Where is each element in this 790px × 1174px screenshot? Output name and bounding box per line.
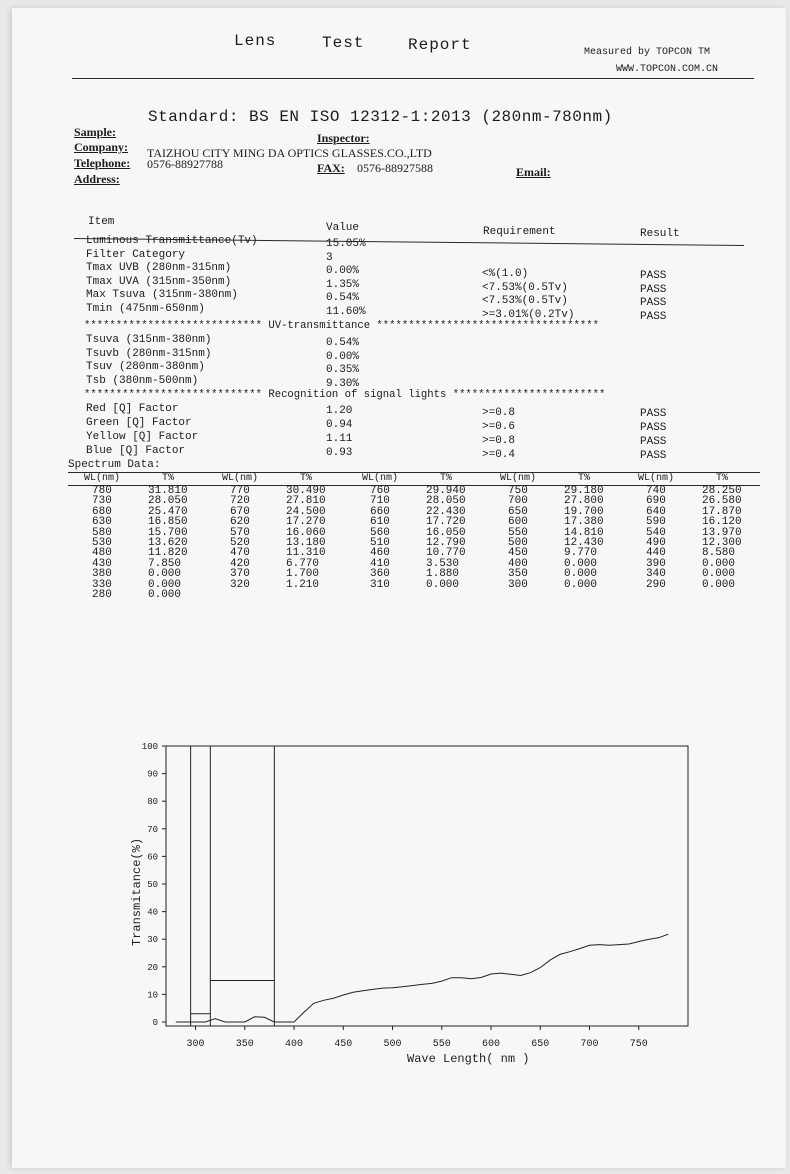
spectrum-wl: 460: [370, 547, 390, 560]
y-tick-label: 30: [147, 935, 158, 946]
spectrum-wl: 470: [230, 547, 250, 560]
spectrum-wl: 380: [92, 568, 112, 581]
spectrum-wl: 300: [508, 578, 528, 591]
spectrum-t: 17.870: [702, 505, 742, 518]
result-item: Filter Category: [86, 248, 186, 261]
signal-requirement: >=0.8: [482, 407, 516, 419]
spectrum-t: 16.050: [426, 526, 466, 539]
spectrum-wl: 550: [508, 526, 528, 539]
spectrum-wl-header: WL(nm): [362, 473, 399, 484]
x-tick-label: 600: [482, 1039, 501, 1050]
result-requirement: <7.53%(0.5Tv): [482, 281, 568, 294]
result-value: 1.35%: [326, 278, 360, 291]
spectrum-wl: 600: [508, 516, 528, 529]
spectrum-wl: 400: [508, 557, 528, 570]
spectrum-wl: 510: [370, 537, 390, 549]
result-item: Tmax UVB (280nm-315nm): [86, 262, 232, 275]
spectrum-wl-header: WL(nm): [222, 473, 259, 484]
uv-value: 0.35%: [326, 364, 360, 377]
spectrum-wl: 610: [370, 516, 390, 529]
spectrum-wl-header: WL(nm): [638, 473, 675, 484]
spectrum-t: 13.180: [286, 537, 326, 549]
spectrum-t: 0.000: [702, 578, 736, 591]
spectrum-t: 27.800: [564, 495, 604, 508]
spectrum-t: 0.000: [564, 578, 598, 591]
chart-y-axis-label: Transmitance(%): [130, 837, 144, 946]
col-item-header: Item: [88, 216, 115, 228]
spectrum-wl: 590: [646, 516, 666, 529]
spectrum-wl: 290: [646, 578, 666, 591]
spectrum-wl: 360: [370, 568, 390, 581]
spectrum-t: 14.810: [564, 526, 604, 539]
telephone-label: Telephone:: [74, 156, 131, 170]
spectrum-t: 0.000: [564, 568, 598, 581]
col-requirement-header: Requirement: [483, 226, 556, 238]
spectrum-wl: 780: [92, 485, 112, 497]
spectrum-t: 8.580: [702, 547, 736, 560]
result-item: Tmin (475nm-650nm): [86, 303, 205, 315]
spectrum-label: Spectrum Data:: [68, 459, 161, 471]
spectrum-wl: 340: [646, 568, 666, 581]
spectrum-t: 0.000: [148, 589, 182, 601]
spectrum-t: 13.620: [148, 537, 188, 549]
y-tick-label: 0: [152, 1018, 158, 1028]
result-requirement: >=3.01%(0.2Tv): [482, 309, 575, 321]
measured-by: Measured by TOPCON TM: [584, 47, 711, 58]
spectrum-wl: 390: [646, 557, 666, 570]
fax-value: 0576-88927588: [357, 161, 433, 175]
result-status: PASS: [640, 270, 667, 283]
spectrum-wl: 420: [230, 557, 250, 570]
signal-value: 1.20: [326, 405, 353, 417]
spectrum-wl: 710: [370, 495, 390, 508]
signal-requirement: >=0.4: [482, 449, 516, 461]
x-tick-label: 500: [383, 1039, 402, 1050]
x-tick-label: 400: [285, 1039, 304, 1050]
signal-value: 1.11: [326, 433, 353, 445]
result-value: 15.05%: [326, 238, 366, 250]
email-label: Email:: [516, 165, 551, 179]
y-tick-label: 50: [147, 880, 158, 890]
spectrum-wl: 660: [370, 505, 390, 518]
signal-value: 0.94: [326, 419, 353, 431]
uv-item: Tsuvb (280nm-315nm): [86, 347, 212, 360]
spectrum-t: 16.060: [286, 526, 326, 539]
signal-status: PASS: [640, 450, 667, 462]
spectrum-wl: 500: [508, 537, 528, 549]
signal-requirement: >=0.8: [482, 435, 516, 447]
spectrum-t: 28.050: [148, 495, 188, 508]
result-requirement: <7.53%(0.5Tv): [482, 295, 568, 308]
spectrum-wl: 620: [230, 516, 250, 529]
spectrum-wl: 570: [230, 526, 250, 539]
inspector-label: Inspector:: [317, 131, 370, 145]
spectrum-t: 12.430: [564, 537, 604, 549]
address-label: Address:: [74, 172, 120, 186]
spectrum-t: 11.820: [148, 547, 188, 560]
signal-value: 0.93: [326, 447, 353, 459]
spectrum-t: 16.850: [148, 516, 188, 529]
spectrum-wl: 450: [508, 547, 528, 560]
spectrum-t-header: T%: [162, 473, 175, 484]
spectrum-t-header: T%: [440, 473, 453, 484]
uv-value: 0.54%: [326, 337, 360, 349]
spectrum-t-header: T%: [300, 473, 313, 484]
spectrum-wl: 530: [92, 537, 112, 549]
spectrum-wl: 540: [646, 526, 666, 539]
spectrum-wl: 630: [92, 516, 112, 529]
y-tick-label: 100: [141, 742, 158, 752]
spectrum-t: 12.300: [702, 537, 742, 549]
spectrum-wl: 770: [230, 485, 250, 497]
chart-x-axis-label: Wave Length( nm ): [407, 1052, 530, 1066]
standard-heading: Standard: BS EN ISO 12312-1:2013 (280nm-780nm): [148, 108, 613, 126]
spectrum-wl: 350: [508, 568, 528, 581]
result-status: PASS: [640, 311, 667, 323]
telephone-value: 0576-88927788: [147, 157, 223, 171]
result-status: PASS: [640, 283, 667, 296]
col-value-header: Value: [326, 222, 360, 234]
spectrum-t: 28.250: [702, 485, 742, 497]
signal-item: Blue [Q] Factor: [86, 445, 186, 457]
spectrum-t: 12.790: [426, 537, 466, 549]
spectrum-wl: 740: [646, 485, 666, 497]
result-value: 3: [326, 251, 333, 264]
spectrum-t: 7.850: [148, 557, 182, 570]
spectrum-t: 0.000: [426, 578, 460, 591]
result-status: PASS: [640, 297, 667, 310]
y-tick-label: 70: [147, 824, 158, 835]
spectrum-wl: 490: [646, 537, 666, 549]
spectrum-t: 9.770: [564, 547, 598, 560]
spectrum-t: 13.970: [702, 526, 742, 539]
spectrum-t: 31.810: [148, 485, 188, 497]
signal-requirement: >=0.6: [482, 421, 516, 433]
spectrum-wl: 750: [508, 485, 528, 497]
transmittance-chart: [12, 726, 786, 1066]
x-tick-label: 450: [334, 1039, 353, 1050]
spectrum-wl: 690: [646, 495, 666, 508]
spectrum-t: 27.810: [286, 495, 326, 508]
spectrum-t: 1.700: [286, 568, 320, 581]
uv-item: Tsuva (315nm-380nm): [86, 334, 212, 346]
y-tick-label: 60: [147, 852, 158, 863]
sample-label: Sample:: [74, 125, 116, 139]
spectrum-t-header: T%: [578, 473, 591, 484]
spectrum-t: 24.500: [286, 505, 326, 518]
result-item: Max Tsuva (315nm-380nm): [86, 289, 238, 302]
spectrum-wl: 580: [92, 526, 112, 539]
signal-status: PASS: [640, 422, 667, 434]
y-tick-label: 80: [147, 797, 158, 808]
spectrum-t: 17.270: [286, 516, 326, 529]
spectrum-wl-header: WL(nm): [500, 473, 537, 484]
spectrum-t: 0.000: [564, 557, 598, 570]
spectrum-t: 22.430: [426, 505, 466, 518]
spectrum-t: 28.050: [426, 495, 466, 508]
y-tick-label: 20: [147, 962, 158, 973]
spectrum-wl: 670: [230, 505, 250, 518]
spectrum-wl: 700: [508, 495, 528, 508]
spectrum-wl: 480: [92, 547, 112, 560]
spectrum-wl: 440: [646, 547, 666, 560]
result-value: 0.54%: [326, 292, 360, 305]
result-value: 0.00%: [326, 265, 360, 278]
result-requirement: <%(1.0): [482, 268, 529, 281]
signal-status: PASS: [640, 408, 667, 420]
spectrum-t: 19.700: [564, 505, 604, 518]
spectrum-t: 10.770: [426, 547, 466, 560]
spectrum-wl: 640: [646, 505, 666, 518]
fax-label: FAX:: [317, 161, 345, 175]
spectrum-wl: 310: [370, 578, 390, 591]
spectrum-t: 0.000: [702, 557, 736, 570]
spectrum-wl: 650: [508, 505, 528, 518]
spectrum-wl-header: WL(nm): [84, 473, 121, 484]
signal-item: Green [Q] Factor: [86, 417, 192, 429]
spectrum-t: 1.880: [426, 568, 460, 581]
y-tick-label: 10: [147, 990, 158, 1001]
spectrum-t: 16.120: [702, 516, 742, 529]
spectrum-wl: 680: [92, 505, 112, 518]
spectrum-t: 0.000: [148, 578, 182, 591]
header-divider: [72, 78, 754, 79]
result-item: Luminous Transmittance(Tv): [86, 235, 258, 247]
spectrum-t: 15.700: [148, 526, 188, 539]
report-page: [12, 8, 786, 1168]
spectrum-t: 29.180: [564, 485, 604, 497]
report-title-lens: Lens: [234, 32, 277, 50]
spectrum-wl: 370: [230, 568, 250, 581]
spectrum-t: 11.310: [286, 547, 326, 560]
spectrum-t-header: T%: [716, 473, 729, 484]
x-tick-label: 300: [186, 1039, 205, 1050]
transmittance-series-line: [176, 934, 669, 1022]
col-result-header: Result: [640, 228, 680, 240]
report-title-test: Test: [322, 34, 365, 52]
result-item: Tmax UVA (315nm-350nm): [86, 275, 232, 288]
uv-value: 9.30%: [326, 377, 360, 390]
company-label: Company:: [74, 140, 129, 154]
spectrum-wl: 730: [92, 495, 112, 508]
spectrum-wl: 560: [370, 526, 390, 539]
x-tick-label: 550: [432, 1039, 451, 1050]
x-tick-label: 700: [580, 1039, 599, 1050]
report-title-report: Report: [408, 36, 472, 54]
website: WWW.TOPCON.COM.CN: [616, 64, 719, 75]
spectrum-wl: 330: [92, 578, 112, 591]
uv-value: 0.00%: [326, 350, 360, 363]
spectrum-t: 26.580: [702, 495, 742, 508]
spectrum-wl: 720: [230, 495, 250, 508]
spectrum-t: 3.530: [426, 557, 460, 570]
spectrum-wl: 280: [92, 589, 112, 601]
result-value: 11.60%: [326, 306, 366, 318]
y-tick-label: 40: [147, 907, 158, 918]
spectrum-wl: 410: [370, 557, 390, 570]
spectrum-wl: 520: [230, 537, 250, 549]
signal-item: Yellow [Q] Factor: [86, 431, 199, 443]
spectrum-t: 25.470: [148, 505, 188, 518]
uv-item: Tsb (380nm-500nm): [86, 374, 199, 387]
x-tick-label: 650: [531, 1039, 550, 1050]
chart-band-markers: [191, 746, 275, 1026]
company-value: TAIZHOU CITY MING DA OPTICS GLASSES.CO.,LTD: [147, 146, 432, 160]
spectrum-t: 29.940: [426, 485, 466, 497]
spectrum-t: 30.490: [286, 485, 326, 497]
y-tick-label: 90: [147, 769, 158, 780]
spectrum-t: 17.380: [564, 516, 604, 529]
signal-lights-divider: **************************** Recognition of signal lights ************************: [84, 389, 606, 401]
spectrum-t: 0.000: [702, 568, 736, 581]
spectrum-wl: 320: [230, 578, 250, 591]
spectrum-t: 0.000: [148, 568, 182, 581]
uv-item: Tsuv (280nm-380nm): [86, 361, 205, 374]
spectrum-t: 6.770: [286, 557, 320, 570]
uv-transmittance-divider: **************************** UV-transmittance ***********************************: [84, 320, 599, 332]
spectrum-t: 17.720: [426, 516, 466, 529]
spectrum-wl: 760: [370, 485, 390, 497]
spectrum-t: 1.210: [286, 578, 320, 591]
signal-status: PASS: [640, 436, 667, 448]
spectrum-wl: 430: [92, 557, 112, 570]
x-tick-label: 750: [629, 1039, 648, 1050]
signal-item: Red [Q] Factor: [86, 403, 179, 415]
x-tick-label: 350: [235, 1039, 254, 1050]
chart-ticks: [142, 742, 648, 1050]
